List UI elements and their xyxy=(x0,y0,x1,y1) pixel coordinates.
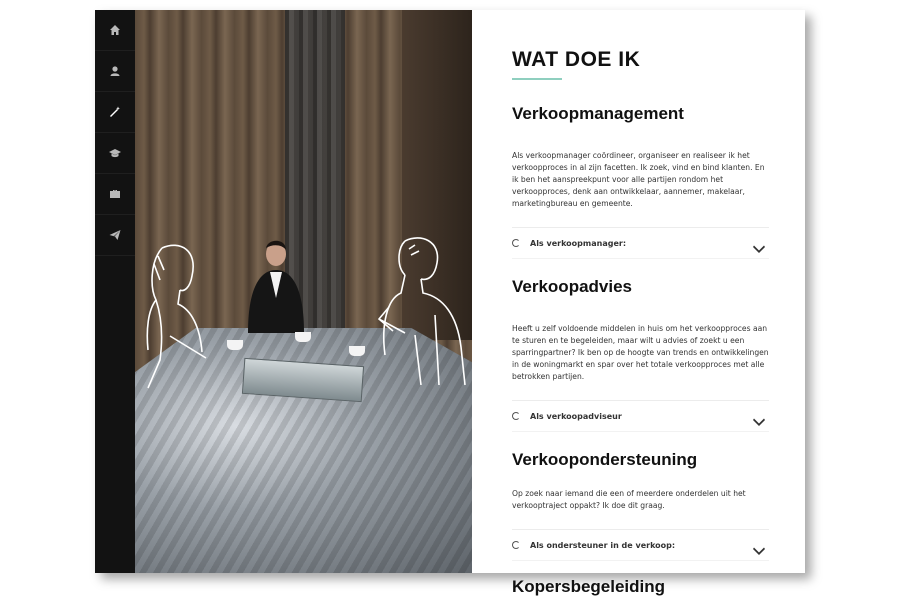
nav-about[interactable] xyxy=(95,51,135,92)
content-panel xyxy=(472,10,805,596)
briefcase-icon xyxy=(109,188,121,200)
section-heading: Verkoopmanagement xyxy=(512,104,684,123)
section-heading: Verkoopadvies xyxy=(512,277,633,296)
nav-services[interactable] xyxy=(95,92,135,133)
section-text: Als verkoopmanager coördineer, organiseer en realiseer ik het verkoopproces in al zijn facetten. Ik zoek, vind en bind klanten. En ik ben het aanspreekpunt voor alle partijen rondom het verkoopproces, denk aan ontwikkelaar, aannemer, makelaar, marketingbureau en gemeente. xyxy=(512,151,765,208)
nav-home[interactable] xyxy=(95,10,135,51)
hero-photo xyxy=(135,10,472,573)
nav-education[interactable] xyxy=(95,133,135,174)
accordion-label: Als ondersteuner in de verkoop: xyxy=(530,540,676,550)
user-icon xyxy=(109,65,121,77)
section-text: Heeft u zelf voldoende middelen in huis om het verkoopproces aan te sturen en te begeleiden, maar wilt u advies of zoekt u een sparringpartner? Ik ben op de hoogte van trends en ontwikkelingen in de woningmarkt en spar over het totale verkoopproces met alle betrokken partijen. xyxy=(512,324,769,381)
home-icon xyxy=(109,24,121,36)
website-frame xyxy=(95,10,805,596)
accordion-verkoopmanager[interactable] xyxy=(512,227,769,259)
nav-contact[interactable] xyxy=(95,215,135,256)
sketch-woman-illustration xyxy=(140,240,210,390)
paper-plane-icon xyxy=(109,229,121,241)
loading-spinner-icon xyxy=(512,541,520,549)
loading-spinner-icon xyxy=(512,412,520,420)
accordion-ondersteuner[interactable] xyxy=(512,529,769,561)
section-heading: Verkoopondersteuning xyxy=(512,450,698,469)
accordion-label: Als verkoopadviseur xyxy=(530,411,622,421)
accordion-label: Als verkoopmanager: xyxy=(530,238,627,248)
photo-cup xyxy=(349,346,365,356)
photo-cup xyxy=(227,340,243,350)
page-title: WAT DOE IK xyxy=(512,48,641,71)
chevron-down-icon[interactable] xyxy=(753,411,765,420)
loading-spinner-icon xyxy=(512,239,520,247)
accordion-verkoopadviseur[interactable] xyxy=(512,400,769,432)
chevron-down-icon[interactable] xyxy=(753,540,765,549)
nav-portfolio[interactable] xyxy=(95,174,135,215)
sketch-man-illustration xyxy=(375,235,470,390)
chevron-down-icon[interactable] xyxy=(753,238,765,247)
photo-cup xyxy=(295,332,311,342)
icon-sidebar xyxy=(95,10,135,573)
section-heading: Kopersbegeleiding xyxy=(512,577,666,596)
graduation-cap-icon xyxy=(109,147,121,159)
title-underline xyxy=(512,78,562,80)
magic-wand-icon xyxy=(109,106,121,118)
photo-man xyxy=(240,238,310,333)
section-text: Op zoek naar iemand die een of meerdere onderdelen uit het verkooptraject oppakt? Ik doe dit graag. xyxy=(512,489,746,510)
